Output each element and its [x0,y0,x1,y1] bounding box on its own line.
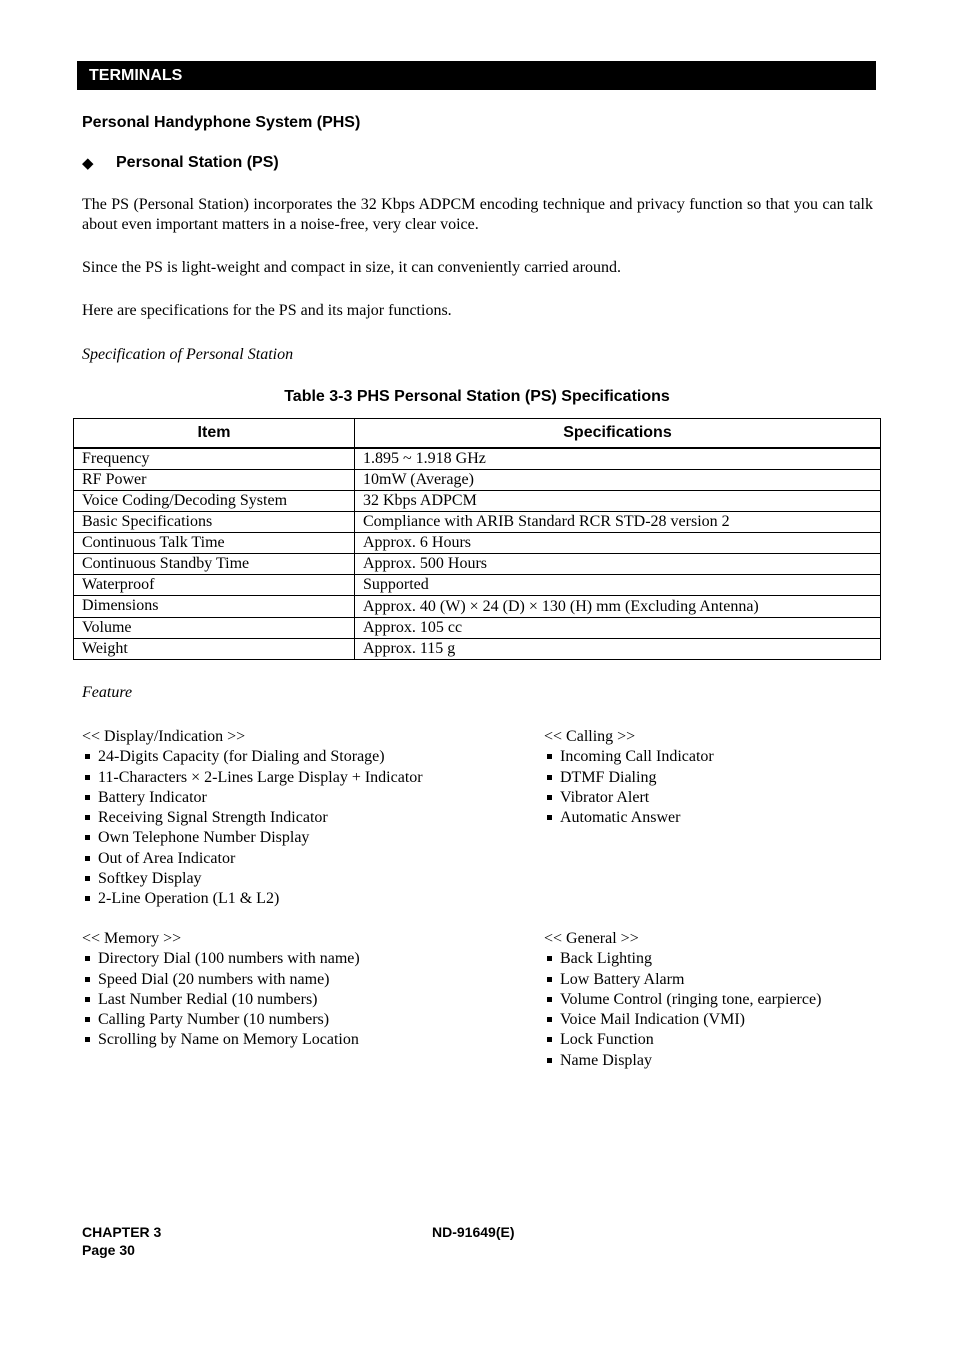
table-row [74,618,881,639]
feature-list [544,747,874,828]
table-title: Table 3-3 PHS Personal Station (PS) Specifications [284,388,670,405]
table-cell-spec: Approx. 105 cc [355,618,881,639]
spec-caption: Specification of Personal Station [82,346,294,363]
list-item: Receiving Signal Strength Indicator [82,808,522,828]
table-cell-item: Continuous Talk Time [74,533,355,554]
list-item: Last Number Redial (10 numbers) [82,990,522,1010]
list-item: 24-Digits Capacity (for Dialing and Storage) [82,747,522,767]
table-cell-item: Voice Coding/Decoding System [74,491,355,512]
feature-group-title: << Memory >> [82,930,182,947]
table-cell-spec: Supported [355,575,881,596]
table-cell-item: RF Power [74,470,355,491]
table-cell-spec: 10mW (Average) [355,470,881,491]
table-header-row [74,419,881,449]
table-cell-item: Basic Specifications [74,512,355,533]
table-row [74,470,881,491]
diamond-bullet-icon: ◆ [82,154,94,172]
feature-group-title: << Display/Indication >> [82,728,246,745]
feature-group-calling [544,727,874,828]
feature-group-display [82,727,522,910]
footer-chapter: CHAPTER 3 [82,1224,162,1240]
feature-list [82,949,522,1050]
list-item: 11-Characters × 2-Lines Large Display + Indicator [82,768,522,788]
subsection-heading-text: Personal Station (PS) [116,154,279,171]
list-item: Out of Area Indicator [82,849,522,869]
feature-group-title: << General >> [544,930,639,947]
list-item: Calling Party Number (10 numbers) [82,1010,522,1030]
table-cell-item: Waterproof [74,575,355,596]
list-item: DTMF Dialing [544,768,874,788]
feature-group-memory [82,929,522,1051]
footer-page-number: Page 30 [82,1242,135,1258]
list-item: 2-Line Operation (L1 & L2) [82,889,522,909]
footer-left [82,1223,161,1259]
list-item: Scrolling by Name on Memory Location [82,1030,522,1050]
list-item: Battery Indicator [82,788,522,808]
feature-group-general [544,929,874,1071]
list-item: Incoming Call Indicator [544,747,874,767]
list-item: Low Battery Alarm [544,970,874,990]
table-cell-item: Dimensions [74,596,355,618]
column-header-item: Item [74,419,355,449]
feature-caption: Feature [82,684,133,701]
table-cell-spec: 32 Kbps ADPCM [355,491,881,512]
list-item: Voice Mail Indication (VMI) [544,1010,874,1030]
subsection-heading [82,154,279,172]
footer-doc-id: ND-91649(E) [432,1224,515,1240]
section-bar: TERMINALS [77,61,876,90]
list-item: Name Display [544,1051,874,1071]
spec-table [73,418,881,660]
list-item: Vibrator Alert [544,788,874,808]
table-cell-item: Volume [74,618,355,639]
table-cell-item: Frequency [74,448,355,470]
list-item: Own Telephone Number Display [82,828,522,848]
feature-group-title: << Calling >> [544,728,636,745]
feature-list [82,747,522,909]
list-item: Lock Function [544,1030,874,1050]
table-cell-spec: Approx. 40 (W) × 24 (D) × 130 (H) mm (Excluding Antenna) [355,596,881,618]
table-cell-spec: Compliance with ARIB Standard RCR STD-28 version 2 [355,512,881,533]
table-row [74,554,881,575]
table-cell-spec: 1.895 ~ 1.918 GHz [355,448,881,470]
list-item: Speed Dial (20 numbers with name) [82,970,522,990]
list-item: Automatic Answer [544,808,874,828]
table-row [74,639,881,660]
section-heading: Personal Handyphone System (PHS) [82,114,361,131]
table-row [74,448,881,470]
table-row [74,491,881,512]
table-cell-spec: Approx. 500 Hours [355,554,881,575]
feature-list [544,949,874,1071]
table-cell-item: Continuous Standby Time [74,554,355,575]
table-row [74,533,881,554]
list-item: Back Lighting [544,949,874,969]
portability-paragraph: Since the PS is light-weight and compact in size, it can conveniently carried around. [82,259,621,276]
table-row [74,512,881,533]
table-cell-spec: Approx. 115 g [355,639,881,660]
table-cell-item: Weight [74,639,355,660]
table-row [74,575,881,596]
list-item: Volume Control (ringing tone, earpierce) [544,990,874,1010]
specs-intro-paragraph: Here are specifications for the PS and its major functions. [82,302,452,319]
intro-paragraph: The PS (Personal Station) incorporates the 32 Kbps ADPCM encoding technique and privacy function so that you can talk about even important matters in a noise-free, very clear voice. [82,196,873,233]
table-cell-spec: Approx. 6 Hours [355,533,881,554]
column-header-specifications: Specifications [355,419,881,449]
list-item: Softkey Display [82,869,522,889]
list-item: Directory Dial (100 numbers with name) [82,949,522,969]
table-row [74,596,881,618]
